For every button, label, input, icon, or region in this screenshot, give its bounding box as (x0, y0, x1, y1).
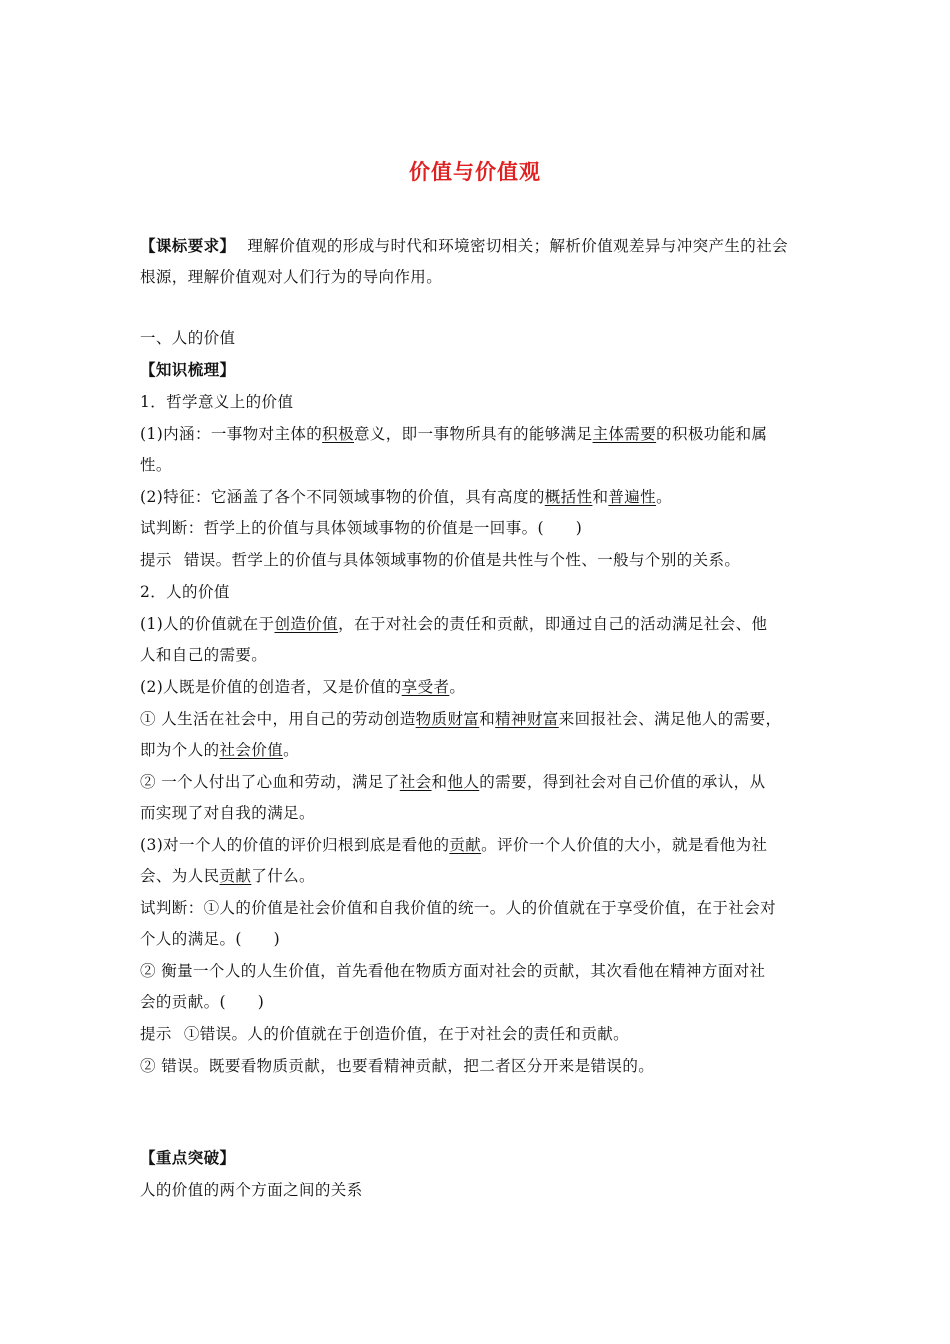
underlined-term: 创造价值 (274, 615, 339, 633)
subheading-philosophical-value: 1．哲学意义上的价值 (140, 393, 294, 411)
text-run: (2)特征：它涵盖了各个不同领域事物的价值，具有高度的 (140, 488, 545, 506)
curriculum-requirement-line-2 (140, 267, 820, 287)
text-run: (1)内涵：一事物对主体的 (140, 425, 323, 443)
paragraph-feature (140, 487, 820, 507)
text-run: ① 人生活在社会中，用自己的劳动创造 (140, 710, 416, 728)
text-run: 。 (283, 741, 300, 759)
underlined-term: 精神财富 (495, 710, 559, 728)
underlined-term: 积极 (322, 425, 354, 443)
text-run: 。 (656, 488, 672, 506)
underlined-term: 主体需要 (592, 425, 657, 443)
hint-text: ①错误。人的价值就在于创造价值，在于对社会的责任和贡献。 (183, 1025, 630, 1043)
underlined-term: 物质财富 (415, 710, 480, 728)
hint-text: 错误。哲学上的价值与具体领域事物的价值是共性与个性、一般与个别的关系。 (183, 551, 741, 569)
curriculum-requirement-text-1: 理解价值观的形成与时代和环境密切相关；解析价值观差异与冲突产生的社会 (247, 237, 789, 255)
text-run: 来回报社会、满足他人的需要， (558, 710, 782, 728)
hint-2 (140, 1024, 820, 1044)
paragraph-social-value-line-1 (140, 709, 820, 729)
paragraph-connotation-line-1 (140, 424, 820, 444)
paragraph-self-value-line-1 (140, 772, 820, 792)
key-breakthrough-tag: 【重点突破】 (140, 1148, 236, 1167)
text-run: 了什么。 (251, 867, 315, 885)
text-run: ② 一个人付出了心血和劳动，满足了 (140, 773, 400, 791)
judgement-question-2-line-4: 会的贡献。( ) (140, 993, 265, 1011)
text-run: ，在于对社会的责任和贡献，即通过自己的活动满足社会、他 (338, 615, 768, 633)
judgement-question-1: 试判断：哲学上的价值与具体领域事物的价值是一回事。( ) (140, 519, 583, 537)
underlined-term: 享受者 (401, 678, 450, 696)
text-run: 即为个人的 (140, 741, 220, 759)
underlined-term: 他人 (447, 773, 480, 791)
judgement-question-2-line-1: 试判断：①人的价值是社会价值和自我价值的统一。人的价值就在于享受价值，在于社会对 (140, 899, 777, 917)
text-run: 的积极功能和属 (656, 425, 768, 443)
paragraph-connotation-line-2: 性。 (140, 456, 172, 474)
key-breakthrough-topic: 人的价值的两个方面之间的关系 (140, 1181, 363, 1199)
text-run: (3)对一个人的价值的评价归根到底是看他的 (140, 836, 450, 854)
judgement-question-2-line-2: 个人的满足。( ) (140, 930, 281, 948)
text-run: (1)人的价值就在于 (140, 615, 275, 633)
hint-2-line-2: ② 错误。既要看物质贡献，也要看精神贡献，把二者区分开来是错误的。 (140, 1057, 655, 1075)
text-run: 和 (479, 710, 496, 728)
underlined-term: 贡献 (219, 867, 252, 885)
subheading-human-value: 2．人的价值 (140, 583, 230, 601)
paragraph-create-value-line-1 (140, 614, 820, 634)
paragraph-creator-enjoyer (140, 677, 820, 697)
text-run: 。评价一个人价值的大小，就是看他为社 (481, 836, 768, 854)
judgement-question-2-line-3: ② 衡量一个人的人生价值，首先看他在物质方面对社会的贡献，其次看他在精神方面对社 (140, 962, 766, 980)
text-run: 的需要，得到社会对自己价值的承认，从 (479, 773, 766, 791)
text-run: 和 (592, 488, 609, 506)
curriculum-requirement-text-2: 根源，理解价值观对人们行为的导向作用。 (140, 268, 443, 286)
paragraph-self-value-line-2: 而实现了对自我的满足。 (140, 804, 315, 822)
page-title: 价值与价值观 (409, 159, 541, 184)
paragraph-evaluation-line-2 (140, 866, 820, 886)
knowledge-review-tag: 【知识梳理】 (140, 360, 236, 379)
text-run: (2)人既是价值的创造者，又是价值的 (140, 678, 402, 696)
section-heading-human-value: 一、人的价值 (140, 329, 236, 347)
hint-1 (140, 550, 820, 570)
text-run: 意义，即一事物所具有的能够满足 (353, 425, 593, 443)
curriculum-requirement-tag: 【课标要求】 (140, 236, 236, 255)
paragraph-social-value-line-2 (140, 740, 820, 760)
underlined-term: 社会价值 (219, 741, 284, 759)
underlined-term: 贡献 (449, 836, 482, 854)
hint-label: 提示 (140, 551, 172, 569)
underlined-term: 社会 (399, 773, 432, 791)
hint-label: 提示 (140, 1025, 172, 1043)
text-run: 和 (431, 773, 448, 791)
paragraph-create-value-line-2: 人和自己的需要。 (140, 646, 268, 664)
underlined-term: 普遍性 (608, 488, 657, 506)
text-run: 会、为人民 (140, 867, 220, 885)
text-run: 。 (449, 678, 466, 696)
curriculum-requirement-line-1 (140, 236, 820, 256)
paragraph-evaluation-line-1 (140, 835, 820, 855)
underlined-term: 概括性 (544, 488, 593, 506)
